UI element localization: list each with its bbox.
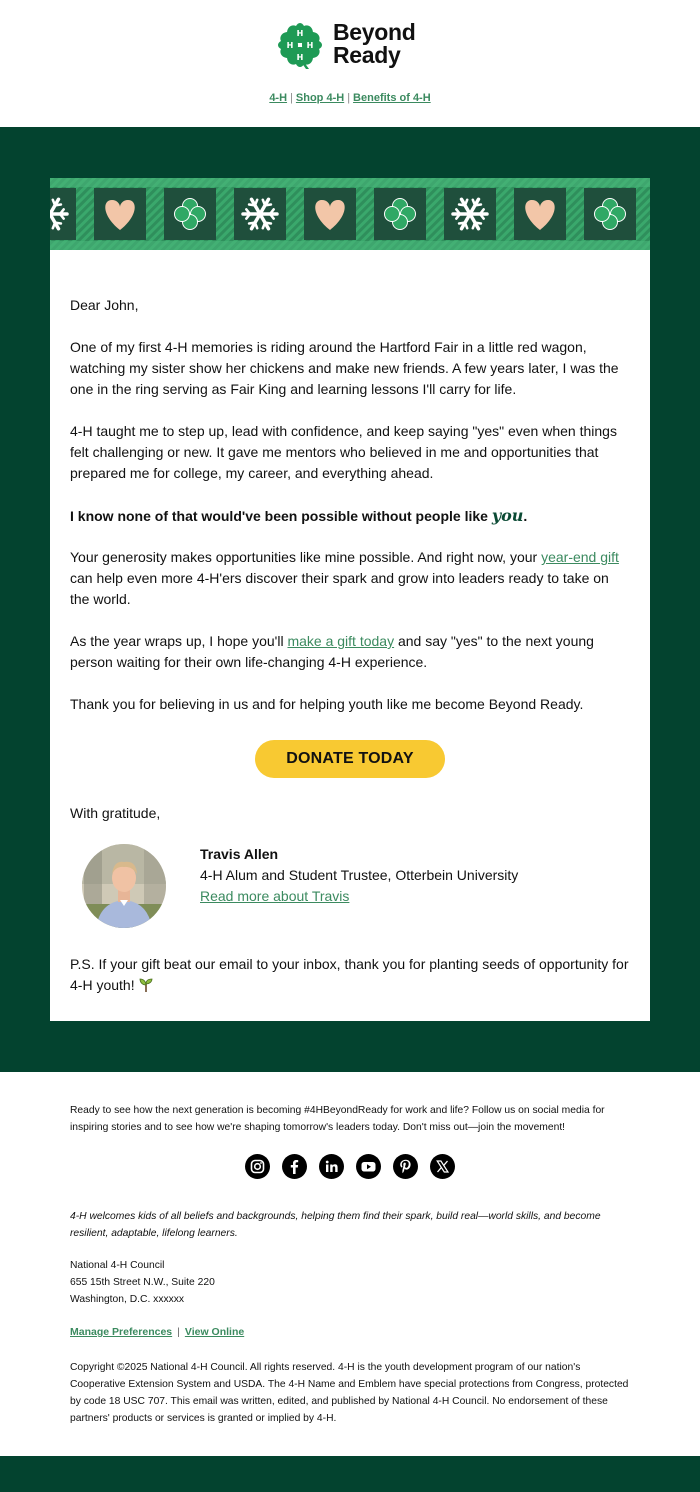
view-online-link[interactable]: View Online (184, 1326, 245, 1338)
banner-tile-clover (584, 188, 636, 240)
address-line-2: Washington, D.C. xxxxxx (70, 1294, 185, 1305)
donate-today-button[interactable]: DONATE TODAY (255, 740, 445, 778)
email-footer (0, 1072, 700, 1456)
mission-statement: 4-H welcomes kids of all beliefs and backgrounds, helping them find their spark, build real—world skills, and become resilient, adaptable, lifelong learners. (70, 1211, 601, 1239)
pinterest-icon[interactable] (393, 1154, 418, 1179)
postscript-text: P.S. If your gift beat our email to your inbox, thank you for planting seeds of opportunity for 4-H youth! (70, 956, 629, 993)
holiday-pattern-banner (50, 178, 650, 250)
thanks-text: I know none of that would've been possible without people like (70, 508, 492, 524)
footer-link-separator: | (177, 1326, 180, 1338)
wrap-text-1: As the year wraps up, I hope you'll (70, 633, 288, 649)
footer-links (70, 1326, 244, 1338)
social-invite-text: Ready to see how the next generation is becoming #4HBeyondReady for work and life? Follow us on social media for inspiring stories and to see how we're shaping tomorrow's leaders today. Don't miss out—join the movement! (70, 1105, 605, 1133)
seedling-icon (138, 977, 154, 993)
paragraph-lessons: 4-H taught me to step up, lead with confidence, and keep saying "yes" even when things felt challenging or new. It gave me mentors who believed in me and opportunities that prepared me for college, my career, and everything ahead. (70, 423, 617, 481)
closing: With gratitude, (70, 805, 161, 821)
youtube-icon[interactable] (356, 1154, 381, 1179)
banner-tile-snowflake (50, 188, 76, 240)
org-name: National 4-H Council (70, 1260, 165, 1271)
manage-preferences-link[interactable]: Manage Preferences (70, 1326, 173, 1338)
signer-name: Travis Allen (200, 846, 279, 862)
postscript (70, 954, 630, 996)
instagram-icon[interactable] (245, 1154, 270, 1179)
paragraph-believing: Thank you for believing in us and for helping youth like me become Beyond Ready. (70, 696, 584, 712)
copyright-notice: Copyright ©2025 National 4-H Council. All rights reserved. 4-H is the youth development program of our nation's Cooperative Extension System and USDA. The 4-H Name and Emblem have special protections from Congress, protected by code 18 USC 707. This email was written, edited, and published by National 4-H Council. No endorsement of these partners' products or services is granted or implied by 4-H. (70, 1362, 629, 1424)
brand-wordmark-line2: Ready (333, 42, 401, 68)
paragraph-year-wraps (70, 631, 630, 673)
brand-wordmark-line1: Beyond (333, 19, 416, 45)
nav-link-4h[interactable]: 4-H (269, 92, 288, 104)
svg-text:H: H (306, 41, 314, 50)
address-line-1: 655 15th Street N.W., Suite 220 (70, 1277, 215, 1288)
banner-tile-snowflake (234, 188, 286, 240)
nav-separator: | (290, 92, 293, 104)
nav-separator: | (347, 92, 351, 104)
paragraph-thanks-you (70, 505, 630, 527)
emphasis-you: you (491, 506, 524, 525)
generosity-text-2: can help even more 4-H'ers discover their spark and grow into leaders ready to take on the world. (70, 570, 609, 607)
banner-tile-snowflake (444, 188, 496, 240)
signer-avatar (82, 844, 166, 928)
read-more-about-travis-link[interactable]: Read more about Travis (200, 888, 350, 904)
letter-card (50, 250, 650, 1021)
brand-wordmark (333, 21, 416, 67)
org-address (70, 1257, 630, 1308)
banner-tile-clover (374, 188, 426, 240)
four-h-clover-logo[interactable] (275, 20, 325, 70)
paragraph-generosity (70, 547, 630, 610)
banner-tile-heart (94, 188, 146, 240)
svg-text:H: H (296, 29, 304, 38)
x-icon[interactable] (430, 1154, 455, 1179)
nav-link-benefits[interactable]: Benefits of 4-H (353, 92, 431, 104)
banner-tile-clover (164, 188, 216, 240)
generosity-text-1: Your generosity makes opportunities like mine possible. And right now, your (70, 549, 542, 565)
paragraph-memories: One of my first 4-H memories is riding around the Hartford Fair in a little red wagon, watching my sister show her chickens and make new friends. A few years later, I was the one in the ring serving as Fair King and learning lessons I'll carry for life. (70, 339, 619, 397)
greeting: Dear John, (70, 297, 139, 313)
svg-text:H: H (286, 41, 294, 50)
thanks-period: . (523, 508, 528, 524)
make-gift-today-link[interactable]: make a gift today (287, 633, 395, 649)
nav-link-shop[interactable]: Shop 4-H (295, 92, 345, 104)
facebook-icon[interactable] (282, 1154, 307, 1179)
top-nav (0, 92, 700, 104)
wrap-text-2: and say "yes" to the next young person waiting for their own life-changing 4-H experience. (70, 633, 594, 670)
bottom-band (0, 1456, 700, 1492)
social-icons-row (0, 1154, 700, 1179)
email-header (0, 0, 700, 127)
signer-title: 4-H Alum and Student Trustee, Otterbein University (200, 867, 519, 883)
banner-tile-heart (514, 188, 566, 240)
year-end-gift-link[interactable]: year-end gift (541, 549, 619, 565)
linkedin-icon[interactable] (319, 1154, 344, 1179)
svg-text:H: H (296, 53, 304, 62)
banner-tile-heart (304, 188, 356, 240)
